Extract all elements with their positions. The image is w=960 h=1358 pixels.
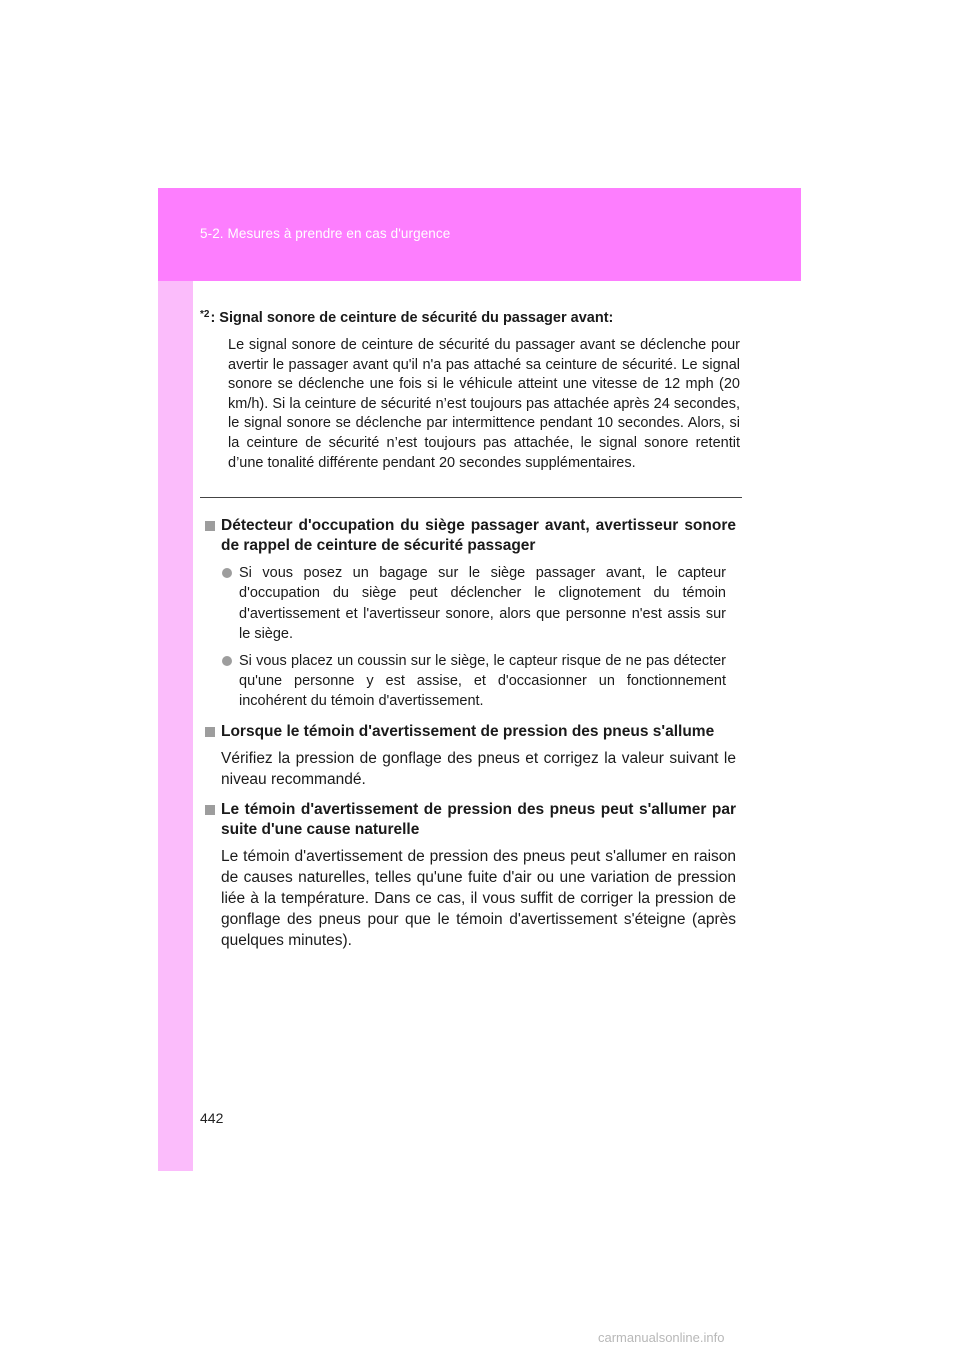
section-header-title: 5-2. Mesures à prendre en cas d'urgence <box>200 226 451 241</box>
section-heading <box>205 516 736 556</box>
section-tire-pressure-light <box>205 722 736 790</box>
section-heading-text: Le témoin d'avertissement de pression des pneus peut s'allumer par suite d'une cause naturelle <box>221 800 736 838</box>
section-heading <box>205 722 736 742</box>
page-number: 442 <box>200 1110 224 1126</box>
list-item <box>222 651 726 712</box>
bullet-list <box>222 563 726 712</box>
page-sidebar-band <box>158 188 193 1171</box>
divider-line <box>200 497 742 498</box>
section-seat-occupancy <box>205 516 736 712</box>
section-heading-text: Lorsque le témoin d'avertissement de pression des pneus s'allume <box>221 722 715 740</box>
circle-bullet-icon <box>222 656 232 666</box>
section-tire-pressure-natural-cause <box>205 800 736 951</box>
footnote-title-text: : Signal sonore de ceinture de sécurité du passager avant: <box>210 310 614 326</box>
section-heading <box>205 800 736 840</box>
square-bullet-icon <box>205 521 215 531</box>
main-content <box>205 516 736 961</box>
footnote <box>200 304 740 473</box>
section-heading-text: Détecteur d'occupation du siège passager avant, avertisseur sonore de rappel de ceinture de sécurité passager <box>221 517 736 554</box>
footnote-title <box>200 304 740 329</box>
footnote-body: Le signal sonore de ceinture de sécurité du passager avant se déclenche pour avertir le passager avant qu'il n'a pas attaché sa ceinture de sécurité. Le signal sonore se déclenche une fois si le véhicule atteint une vitesse de 12 mph (20 km/h). Si la ceinture de sécurité n’est toujours pas attachée après 24 secondes, le signal sonore se déclenche par intermittence pendant 10 secondes. Alors, si la ceinture de sécurité n’est toujours pas attachée, le signal sonore retentit d’une tonalité différente pendant 20 secondes supplémentaires. <box>228 337 740 471</box>
section-body: Vérifiez la pression de gonflage des pneus et corrigez la valeur suivant le niveau recommandé. <box>221 749 736 788</box>
circle-bullet-icon <box>222 568 232 578</box>
list-item <box>222 563 726 645</box>
footnote-marker: *2 <box>200 309 210 320</box>
list-item-text: Si vous placez un coussin sur le siège, le capteur risque de ne pas détecter qu'une personne y est assise, et d'occasionner un fonctionnement incohérent du témoin d'avertissement. <box>239 652 726 710</box>
square-bullet-icon <box>205 727 215 737</box>
watermark: carmanualsonline.info <box>598 1330 725 1345</box>
list-item-text: Si vous posez un bagage sur le siège passager avant, le capteur d'occupation du siège peut déclencher le clignotement du témoin d'avertissement et l'avertisseur sonore, alors que personne n'est assis sur le siège. <box>239 565 726 643</box>
section-body: Le témoin d'avertissement de pression des pneus peut s'allumer en raison de causes naturelles, telles qu'une fuite d'air ou une variation de pression liée à la température. Dans ce cas, il vous suffit de corriger la pression de gonflage des pneus pour que le témoin d'avertissement s'éteigne (après quelques minutes). <box>221 847 736 949</box>
square-bullet-icon <box>205 805 215 815</box>
